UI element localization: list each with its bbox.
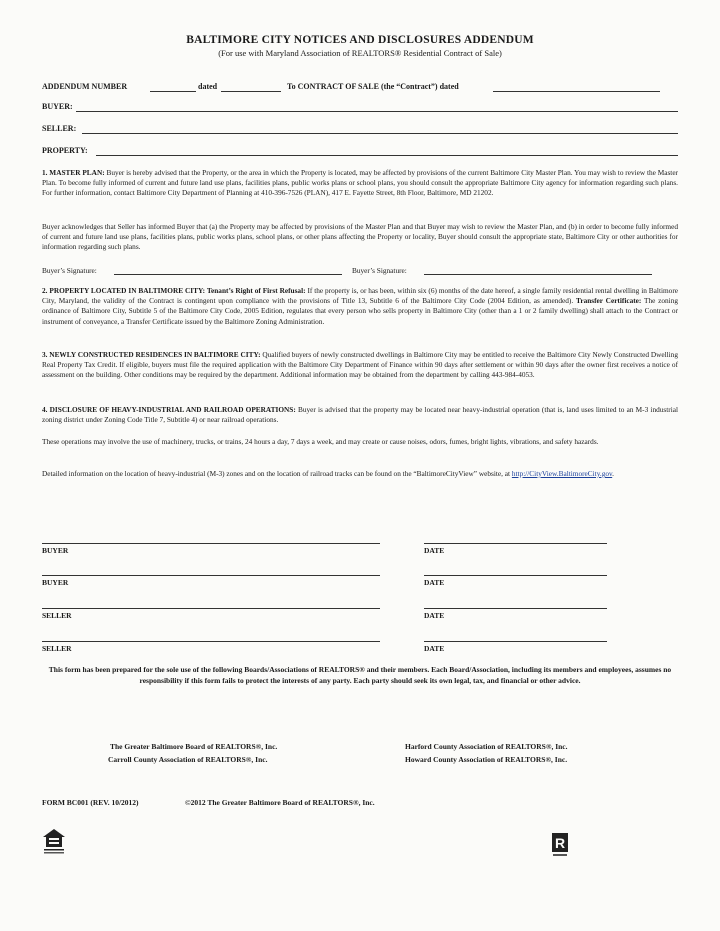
buyer-signature-line-1[interactable] bbox=[42, 543, 380, 544]
seller-label-2: SELLER bbox=[42, 644, 72, 653]
disclaimer: This form has been prepared for the sole use of the following Boards/Associations of REALTORS® and their members. Each Board/Association, including its members and employees, assumes no responsibility if this form fails to protect the interests of any party. Each party should seek its own legal, tax, and financial or other advice. bbox=[48, 665, 672, 685]
section-2-heading: 2. PROPERTY LOCATED IN BALTIMORE CITY: Tenant’s Right of First Refusal: bbox=[42, 286, 306, 295]
detail-period: . bbox=[612, 469, 614, 478]
date-label-4: DATE bbox=[424, 644, 445, 653]
seller-signature-line-1[interactable] bbox=[42, 608, 380, 609]
buyer-signature-field-1[interactable] bbox=[114, 274, 342, 275]
buyer-label: BUYER: bbox=[42, 102, 73, 111]
svg-text:R: R bbox=[554, 835, 566, 851]
buyer-label-2: BUYER bbox=[42, 578, 69, 587]
section-heavy-industrial bbox=[42, 405, 678, 425]
association-carroll-county: Carroll County Association of REALTORS®, Inc. bbox=[108, 755, 268, 764]
detailed-information bbox=[42, 469, 678, 479]
addendum-number-label: ADDENDUM NUMBER bbox=[42, 82, 128, 91]
copyright: ©2012 The Greater Baltimore Board of REALTORS®, Inc. bbox=[185, 798, 375, 807]
date-line-3[interactable] bbox=[424, 608, 607, 609]
section-new-construction bbox=[42, 350, 678, 381]
form-id: FORM BC001 (REV. 10/2012) bbox=[42, 798, 139, 807]
buyer-field[interactable] bbox=[76, 111, 678, 112]
association-greater-baltimore: The Greater Baltimore Board of REALTORS®, Inc. bbox=[110, 742, 278, 751]
buyer-signature-label-1: Buyer’s Signature: bbox=[42, 266, 97, 275]
buyer-signature-field-2[interactable] bbox=[424, 274, 652, 275]
buyer-signature-line-2[interactable] bbox=[42, 575, 380, 576]
addendum-number-field[interactable] bbox=[150, 91, 196, 92]
association-harford-county: Harford County Association of REALTORS®, Inc. bbox=[405, 742, 568, 751]
operations-notice: These operations may involve the use of machinery, trucks, or trains, 24 hours a day, 7 days a week, and may create or cause noises, odors, fumes, bright lights, vibrations, and safety hazards. bbox=[42, 437, 599, 446]
section-1-heading: 1. MASTER PLAN: bbox=[42, 168, 105, 177]
section-4-text: Buyer is advised that the property may be located near heavy-industrial operation (that is, land uses limited to an M-3 industrial zoning district under Zoning Code Title 7, Subtitle 4) or near railroad operations. bbox=[42, 405, 678, 425]
cityview-link[interactable]: http://CityView.BaltimoreCity.gov bbox=[511, 469, 613, 478]
section-4-heading: 4. DISCLOSURE OF HEAVY-INDUSTRIAL AND RAILROAD OPERATIONS: bbox=[42, 405, 296, 414]
contract-of-sale-label: To CONTRACT OF SALE (the “Contract”) dated bbox=[287, 82, 459, 91]
section-master-plan bbox=[42, 168, 678, 199]
realtor-r-icon bbox=[551, 832, 569, 858]
date-line-2[interactable] bbox=[424, 575, 607, 576]
equal-housing-icon bbox=[42, 828, 66, 856]
section-3-heading: 3. NEWLY CONSTRUCTED RESIDENCES IN BALTIMORE CITY: bbox=[42, 350, 261, 359]
section-3-text: Qualified buyers of newly constructed dwellings in Baltimore City may be entitled to receive the Baltimore City Newly Constructed Dwelling Real Property Tax Credit. If eligible, buyers must file the required application with the Baltimore City Department of Finance within 90 days after settlement or within 90 days after the owner first receives a notice of assessment on the building. Other conditions may be required by the department. Additional information may be obtained from the department by calling 443-984-4053. bbox=[42, 350, 678, 380]
section-1-text: Buyer is hereby advised that the Property, or the area in which the Property is located, may be affected by provisions of the current Baltimore City Master Plan. You may wish to review the Master Plan. To become fully informed of current and future land use plans, facilities plans, public works plans or school plans, you should consult the appropriate Baltimore City agency for information regarding such plans. For further information, contact Baltimore City Department of Planning at 410-396-7526 (PLAN), 417 E. Fayette Street, 8th Floor, Baltimore, MD 21202. bbox=[42, 168, 678, 198]
form-title: BALTIMORE CITY NOTICES AND DISCLOSURES ADDENDUM bbox=[186, 34, 534, 46]
date-label-3: DATE bbox=[424, 611, 445, 620]
section-2-text-b: The zoning ordinance of Baltimore City, Subtitle 5 of the Baltimore City Code, 2005 Edition, regulates that every person who sells property in Baltimore City (other than a 1 or 2 family dwelling) shall attach to the Contract or instrument of conveyance, a Transfer Certificate issued by the Baltimore Zoning Administration. bbox=[42, 296, 679, 326]
form-subtitle: (For use with Maryland Association of REALTORS® Residential Contract of Sale) bbox=[218, 48, 502, 58]
transfer-certificate-heading: Transfer Certificate: bbox=[576, 296, 642, 306]
section-property-located bbox=[42, 286, 678, 327]
buyer-label-1: BUYER bbox=[42, 546, 69, 555]
dated-field[interactable] bbox=[221, 91, 281, 92]
buyer-signature-label-2: Buyer’s Signature: bbox=[352, 266, 407, 275]
date-label-2: DATE bbox=[424, 578, 445, 587]
seller-label-1: SELLER bbox=[42, 611, 72, 620]
dated-label: dated bbox=[198, 82, 218, 91]
date-label-1: DATE bbox=[424, 546, 445, 555]
date-line-1[interactable] bbox=[424, 543, 607, 544]
section-2-text-a: If the property is, or has been, within six (6) months of the date hereof, a single family residential rental dwelling in Baltimore City, Maryland, the validity of the Contract is contingent upon compliance with the provisions of Title 13, Subtitle 6 of the Baltimore City Code (2004 Edition, as amended). bbox=[42, 286, 678, 306]
property-field[interactable] bbox=[96, 155, 678, 156]
seller-label: SELLER: bbox=[42, 124, 77, 133]
date-line-4[interactable] bbox=[424, 641, 607, 642]
association-howard-county: Howard County Association of REALTORS®, Inc. bbox=[405, 755, 568, 764]
contract-dated-field[interactable] bbox=[493, 91, 660, 92]
property-label: PROPERTY: bbox=[42, 146, 88, 155]
seller-field[interactable] bbox=[82, 133, 678, 134]
buyer-acknowledgement: Buyer acknowledges that Seller has informed Buyer that (a) the Property may be affected by provisions of the Master Plan and that Buyer may wish to review the Master Plan, and (b) in order to become fully informed of current and future land use plans, facilities plans, public works plans, school plans, or other plans affecting the Property or locality, Buyer should consult the appropriate state, Baltimore City or other authorities for information regarding such plans. bbox=[42, 222, 678, 252]
seller-signature-line-2[interactable] bbox=[42, 641, 380, 642]
detail-text: Detailed information on the location of heavy-industrial (M-3) zones and on the location of railroad tracks can be found on the “BaltimoreCityView” website, at bbox=[42, 469, 511, 478]
